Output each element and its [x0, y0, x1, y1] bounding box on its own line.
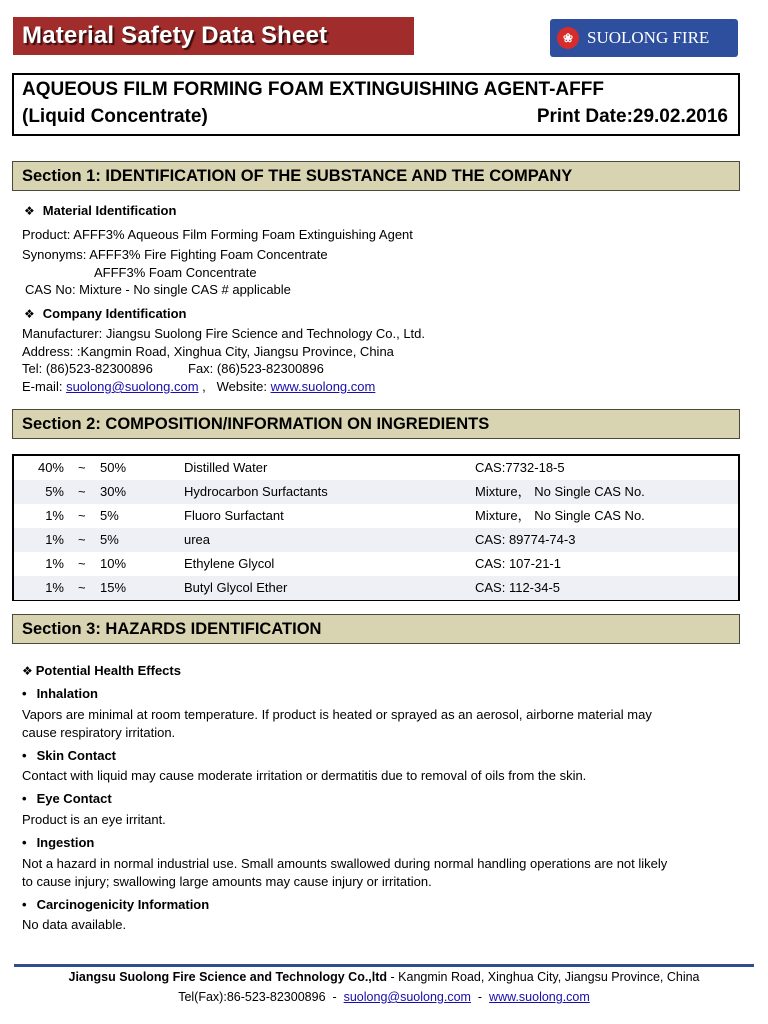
footer-telfax: Tel(Fax):86-523-82300896: [178, 990, 326, 1004]
min-percent: 1%: [45, 580, 64, 595]
cas-number: Mixture， No Single CAS No.: [475, 508, 645, 523]
contact-line: E-mail: suolong@suolong.com , Website: www.suolong.com: [22, 379, 376, 394]
inhalation-heading: [22, 686, 98, 701]
diamond-bullet-icon: ❖: [22, 664, 33, 678]
product-title: AQUEOUS FILM FORMING FOAM EXTINGUISHING AGENT-AFFF: [22, 79, 604, 100]
max-percent: 15%: [100, 580, 127, 595]
cas-number: CAS:7732-18-5: [475, 460, 565, 475]
max-percent: 5%: [100, 508, 119, 523]
footer-email-link[interactable]: suolong@suolong.com: [343, 990, 471, 1004]
tel-line: Tel: (86)523-82300896: [22, 361, 153, 376]
section-2-heading: Section 2: COMPOSITION/INFORMATION ON INGREDIENTS: [12, 409, 740, 439]
cas-number: Mixture， No Single CAS No.: [475, 484, 645, 499]
manufacturer-line: Manufacturer: Jiangsu Suolong Fire Science and Technology Co., Ltd.: [22, 326, 425, 341]
ingredient-name: Ethylene Glycol: [184, 556, 275, 571]
ingredient-name: Hydrocarbon Surfactants: [184, 484, 328, 499]
fax-line: Fax: (86)523-82300896: [188, 361, 324, 376]
email-link[interactable]: suolong@suolong.com: [66, 379, 199, 394]
section-1-heading: Section 1: IDENTIFICATION OF THE SUBSTANCE AND THE COMPANY: [12, 161, 740, 191]
cas-line: CAS No: Mixture - No single CAS # applicable: [25, 282, 291, 297]
range-tilde: ~: [78, 508, 86, 523]
carcinogenicity-label: Carcinogenicity Information: [36, 897, 210, 912]
max-percent: 30%: [100, 484, 127, 499]
company-logo: [550, 19, 738, 57]
ingestion-text-1: Not a hazard in normal industrial use. Small amounts swallowed during normal handling operations are not likely: [22, 856, 668, 871]
ingredient-name: Distilled Water: [184, 460, 268, 475]
range-tilde: ~: [78, 484, 86, 499]
max-percent: 10%: [100, 556, 127, 571]
potential-health-effects-heading: [22, 663, 181, 678]
max-percent: 50%: [100, 460, 127, 475]
range-tilde: ~: [78, 580, 86, 595]
max-percent: 5%: [100, 532, 119, 547]
range-tilde: ~: [78, 460, 86, 475]
diamond-bullet-icon: ❖: [24, 307, 35, 321]
print-date: Print Date:29.02.2016: [536, 106, 728, 127]
ingredient-name: Butyl Glycol Ether: [184, 580, 288, 595]
document-banner: Material Safety Data Sheet: [13, 17, 414, 55]
skin-contact-text: Contact with liquid may cause moderate irritation or dermatitis due to removal of oils from the skin.: [22, 768, 587, 783]
product-line: Product: AFFF3% Aqueous Film Forming Foam Extinguishing Agent: [22, 227, 413, 242]
footer-company-line: [0, 970, 768, 984]
company-identification-label: Company Identification: [42, 306, 187, 321]
logo-text: SUOLONG FIRE: [587, 28, 710, 47]
material-identification-label: Material Identification: [42, 203, 177, 218]
carcinogenicity-heading: [22, 897, 209, 912]
address-line: Address: :Kangmin Road, Xinghua City, Jiangsu Province, China: [22, 344, 394, 359]
footer-address: - Kangmin Road, Xinghua City, Jiangsu Province, China: [387, 970, 700, 984]
eye-contact-text: Product is an eye irritant.: [22, 812, 166, 827]
carcinogenicity-text: No data available.: [22, 917, 127, 932]
ingestion-label: Ingestion: [36, 835, 95, 850]
eye-contact-label: Eye Contact: [36, 791, 112, 806]
footer-company: Jiangsu Suolong Fire Science and Technology Co.,ltd: [68, 970, 388, 984]
cas-number: CAS: 89774-74-3: [475, 532, 576, 547]
bullet-icon: •: [22, 835, 27, 850]
cas-number: CAS: 107-21-1: [475, 556, 561, 571]
email-label: E-mail:: [22, 379, 63, 394]
footer-divider: [14, 964, 754, 967]
range-tilde: ~: [78, 556, 86, 571]
ingestion-heading: [22, 835, 94, 850]
material-identification-heading: [24, 203, 176, 218]
website-label: Website:: [216, 379, 267, 394]
ingestion-text-2: to cause injury; swallowing large amounts may cause injury or irritation.: [22, 874, 432, 889]
product-subtitle: (Liquid Concentrate): [22, 106, 208, 127]
ingredient-name: Fluoro Surfactant: [184, 508, 284, 523]
flame-icon: ❀: [557, 27, 579, 49]
company-identification-heading: [24, 306, 187, 321]
min-percent: 5%: [45, 484, 64, 499]
ingredient-name: urea: [184, 532, 211, 547]
bullet-icon: •: [22, 748, 27, 763]
bullet-icon: •: [22, 897, 27, 912]
footer-website-link[interactable]: www.suolong.com: [489, 990, 590, 1004]
min-percent: 1%: [45, 508, 64, 523]
table-row: [14, 480, 738, 504]
synonyms-line-2: AFFF3% Foam Concentrate: [94, 265, 257, 280]
skin-contact-heading: [22, 748, 116, 763]
range-tilde: ~: [78, 532, 86, 547]
skin-contact-label: Skin Contact: [36, 748, 117, 763]
inhalation-text-1: Vapors are minimal at room temperature. If product is heated or sprayed as an aerosol, airborne material may: [22, 707, 652, 722]
min-percent: 1%: [45, 556, 64, 571]
min-percent: 1%: [45, 532, 64, 547]
diamond-bullet-icon: ❖: [24, 204, 35, 218]
bullet-icon: •: [22, 686, 27, 701]
table-row: [14, 576, 738, 600]
ingredients-table: [12, 454, 740, 601]
section-3-heading: Section 3: HAZARDS IDENTIFICATION: [12, 614, 740, 644]
inhalation-text-2: cause respiratory irritation.: [22, 725, 176, 740]
website-link[interactable]: www.suolong.com: [270, 379, 376, 394]
inhalation-label: Inhalation: [36, 686, 98, 701]
synonyms-line-1: Synonyms: AFFF3% Fire Fighting Foam Concentrate: [22, 247, 328, 262]
eye-contact-heading: [22, 791, 112, 806]
table-row: [14, 456, 738, 480]
table-row: [14, 528, 738, 552]
table-row: [14, 552, 738, 576]
min-percent: 40%: [37, 460, 64, 475]
table-row: [14, 504, 738, 528]
cas-number: CAS: 112-34-5: [475, 580, 561, 595]
bullet-icon: •: [22, 791, 27, 806]
potential-health-effects-label: Potential Health Effects: [35, 663, 181, 678]
footer-contact-line: Tel(Fax):86-523-82300896 - suolong@suolong.com - www.suolong.com: [178, 990, 590, 1004]
